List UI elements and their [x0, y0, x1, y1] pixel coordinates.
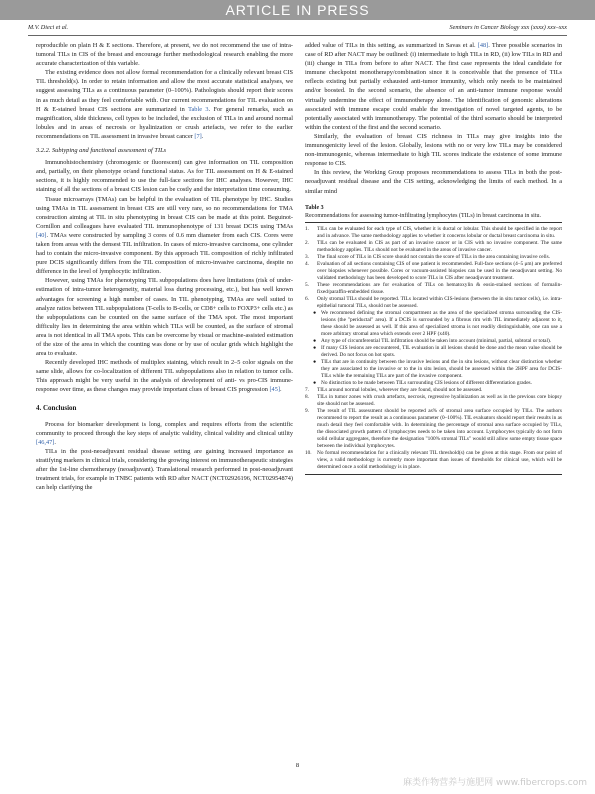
- row-text: The result of TIL assessment should be reported as% of stromal area surface occupied by TILs. The authors recommend to report the result as a continuous parameter (0–100%). TIL evaluators should report their results in as much detail they feel comfortable with. In determining the percentage of stromal area surface occupied by TILs, the dissociated growth pattern of lymphocytes needs to be taken into account. Lymphocytes typically do not form solid cellular aggregates, therefore the designation "100% stromal TILs" would still allow some empty tissue space between the individual lymphocytes.: [317, 407, 562, 449]
- table-body: [305, 226, 562, 471]
- row-number: 1.: [305, 225, 309, 232]
- paragraph: Tissue microarrays (TMAs) can be helpful in the evaluation of TIL phenotype by IHC. Studies using TMAs in TIL assessment in breast CIS are still very rare, so no recommendations for TMA construction aiming at TIL in situ phenotyping in breast CIS can be made at this point. Beguinot-Cornillon and colleagues have evaluated TIL immunophenotype of 131 breast DCIS using TMAs [40]. TMAs were constructed by sampling 3 cores of 0.6 mm diameter from each CIS. Cores were taken from areas with the densest TIL infiltration. In cases of micro-invasive carcinoma, one cylinder had to contain the micro-invasive component. By this approach TIL composition of richly infiltrated pure DCIS significantly differs from the TIL composition of micro-invasive carcinoma, despite no difference in the level of lymphocytic infiltration.: [36, 195, 293, 276]
- table-row: [305, 387, 562, 394]
- table-row: [305, 254, 562, 261]
- paragraph: reproducible on plain H & E sections. Therefore, at present, we do not recommend the use of intra-tumoral TILs in CIS of the breast and encourage further methodological research enabling the more accurate characterization of this variable.: [36, 42, 293, 68]
- row-number: ●: [313, 358, 317, 365]
- table-row: [305, 345, 562, 359]
- table-row: [305, 296, 562, 310]
- section-heading: 3.2.2. Subtyping and functional assessment of TILs: [36, 147, 167, 155]
- paragraph: However, using TMAs for phenotyping TIL subpopulations does have limitations (risk of under-estimation of intra-tumor heterogeneity, material loss during processing, etc.), but has well known advantages for screening a high number of cases. In TIL phenotyping, TMAs are well suited to analyze ratios between TIL subpopulations (T-cells to B-cells, or CD8+ cells to FOXP3+ cells etc.) as the subpopulations can be counted on the same surface of the TMA spot. The most important difficulty lies in determining the area within which TILs will be counted, as the surface of stromal area is not identical in all TMA spots. This can be overcome by visual or machine-assisted estimation of the size of the area in which the counting was done or by use of ocular grids which highlight the area to evaluate.: [36, 277, 293, 358]
- citation-link[interactable]: [7]: [194, 132, 202, 140]
- row-number: 8.: [305, 393, 309, 400]
- left-column: [36, 41, 293, 492]
- table-row: [305, 282, 562, 296]
- table-row: [305, 408, 562, 450]
- row-number: ●: [313, 344, 317, 351]
- row-number: ●: [313, 309, 317, 316]
- paragraph: Recently developed IHC methods of multiplex staining, which result in 2–5 color signals on the same slide, allows for co-localization of different TIL subpopulations also in relation to tumor cells. This approach might be very useful in the analysis of development of anti- vs pro-CIS immune-response over time, as these changes may provide important clues of breast CIS progression [45].: [36, 359, 293, 394]
- row-text: Any type of circumferential TIL infiltration should be taken into account (minimal, partial, subtotal or total).: [321, 337, 552, 344]
- table-top-rule: [305, 222, 562, 223]
- table-row: [305, 380, 562, 387]
- page-number: 8: [295, 762, 300, 769]
- row-text: No distinction to be made between TILs surrounding CIS lesions of different differentiation grades.: [321, 379, 532, 386]
- row-text: If many CIS lesions are encountered, TIL evaluation in all lesions should be done and the mean value should be derived. Do not focus on hot spots.: [321, 344, 562, 358]
- table-row: [305, 394, 562, 408]
- right-column: [305, 41, 562, 475]
- paragraph: In this review, the Working Group proposes recommendations to assess TILs in both the post-neoadjuvant residual disease and the CIS setting, acknowledging the limits of each method. In a similar mind: [305, 169, 562, 195]
- row-number: 4.: [305, 260, 309, 267]
- row-text: We recommend defining the stromal compartment as the area of the specialized stroma surrounding the CIS-lesions (the "periductal" area). If a DCIS is surrounded by a fibrous rim with TIL immediately adjacent to it, these should be assessed as well. If this area of specialized stroma is not readily distinguishable, one can use a more arbitrary stromal area which extends over 2 HPF (x40).: [321, 309, 562, 337]
- paragraph: Similarly, the evaluation of breast CIS richness in TILs may give insights into the immunogenicity level of the lesion. Globally, lesions with no or very low TILs may be considered non-immunogenic, whereas intermediate to high TIL scores indicate the existence of some immune response to CIS.: [305, 132, 562, 168]
- row-text: These recommendations are for evaluation of TILs on hematoxylin & eosin-stained sections of formalin-fixed/paraffin-embedded tissue.: [317, 281, 562, 295]
- row-text: TILs can be evaluated for each type of CIS, whether it is ductal or lobular. This should be specified in the report and in advance. The same methodology applies to whether it concerns lobular or ductal breast carcinoma in situ.: [317, 225, 562, 239]
- citation-link[interactable]: [40]: [36, 231, 47, 239]
- paragraph: TILs in the post-neoadjuvant residual disease setting are gaining increased importance as stratifying markers in clinical trials, considering the growing interest on immunotherapeutic strategies after the 1st-line chemotherapy (neoadjuvant). Translational research performed in post-neoadjuvant treatment trials, for example in TNBC patients with RD after NACT (NCT02926196, NCT02954874) can help clarifying the: [36, 447, 293, 492]
- row-text: The final score of TILs in CIS score should not contain the score of TILs in the area containing invasive cells.: [317, 253, 550, 260]
- header-authors: M.V. Dieci et al.: [28, 24, 69, 31]
- row-number: 9.: [305, 407, 309, 414]
- row-number: 7.: [305, 386, 309, 393]
- article-in-press-banner: ARTICLE IN PRESS: [0, 0, 595, 20]
- row-number: ●: [313, 337, 317, 344]
- table-row: [305, 261, 562, 282]
- site-watermark: 麻类作物营养与施肥网 www.fibercrops.com: [403, 778, 587, 788]
- row-number: 10.: [305, 449, 312, 456]
- citation-link[interactable]: [45]: [269, 386, 280, 394]
- row-text: Only stromal TILs should be reported. TILs located within CIS-lesions (between the in situ tumor cells), i.e. intra-epithelial tumoral TILs, should not be assessed.: [317, 295, 562, 309]
- table-row: [305, 310, 562, 338]
- table-row: [305, 359, 562, 380]
- row-number: 6.: [305, 295, 309, 302]
- paragraph: Immunohistochemistry (chromogenic or fluorescent) can give information on TIL composition and, partially, on their phenotype or/and functional status. As for TIL assessment on H & E-stained sections, it is highly recommended to use the full-face sections for IHC analyses. However, IHC staining of all the sections of a breast CIS lesion can be costly and the interpretation time consuming.: [36, 159, 293, 194]
- citation-link[interactable]: [48]: [477, 42, 489, 49]
- table-caption: [305, 204, 562, 220]
- header-rule: [28, 35, 567, 36]
- row-text: Evaluation of all sections containing CIS of one patient is recommended. Full-face sections (4–5 μm) are preferred over biopsies whenever possible. Cores or vacuum-assisted biopsies can be used in the neoadjuvant setting. No validated methodology has been developed to score TILs in CIS after neoadjuvant treatment.: [317, 260, 562, 281]
- table-row: [305, 226, 562, 240]
- table-caption-text: Recommendations for assessing tumor-infiltrating lymphocytes (TILs) in breast carcinoma in situ.: [305, 212, 541, 219]
- table-link[interactable]: Table 3: [188, 105, 209, 113]
- table-label: Table 3: [305, 204, 324, 211]
- paragraph: The existing evidence does not allow formal recommendation for a clinically relevant breast CIS TIL threshold(s). In order to retain information and allow the most accurate statistical analyses, we suggest assessing TILs as a continuous parameter (0–100%). Pathologists should report their scores in as much detail as they feel comfortable with. Our current recommendations for TIL evaluation on H & E-stained breast CIS sections are summarized in Table 3. For general remarks, such as magnification, slide thickness, cell types to be included, the exclusion of TILs in and around normal lobules and in areas of necrosis or hyalinization or crush artefacts, we refer to the earlier recommendations on TIL assessment in invasive breast cancer [7].: [36, 69, 293, 140]
- table-row: [305, 450, 562, 471]
- row-text: No formal recommendation for a clinically relevant TIL threshold(s) can be given at this stage. From our point of view, a valid methodology is currently more important than issues of thresholds for clinical use, which will be determined once a solid methodology is in place.: [317, 449, 562, 470]
- row-number: 5.: [305, 281, 309, 288]
- row-text: TILs in tumor zones with crush artefacts, necrosis, regressive hyalinization as well as in the previous core biopsy site should not be assessed.: [317, 393, 562, 407]
- row-text: TILs can be evaluated in CIS as part of an invasive cancer or in CIS with no invasive component. The same methodology applies. TILs should not be evaluated in the areas of invasive cancer.: [317, 239, 562, 253]
- row-number: 3.: [305, 253, 309, 260]
- paragraph: Process for biomarker development is long, complex and requires efforts from the scientific community to proceed through the key steps of analytic validity, clinical validity and clinical utility [46,47].: [36, 420, 293, 446]
- header-journal: Seminars in Cancer Biology xxx (xxxx) xxx–xxx: [449, 24, 567, 31]
- row-text: TILs that are in continuity between the invasive lesions and the in situ lesions, without clear distinction whether they are associated to the invasive or to the in situ lesion, should be assessed within the 2HPF area for DCIS-TILs while the remaining TILs are part of the invasive component.: [321, 358, 562, 379]
- section-heading: 4. Conclusion: [36, 403, 77, 412]
- table-row: [305, 338, 562, 345]
- citation-link[interactable]: [46,47]: [36, 438, 55, 446]
- paragraph: added value of TILs in this setting, as summarized in Savas et al. [48]. Three possible scenarios in case of RD after NACT may be outlined: (i) intermediate to high TILs in RD, (ii) low TILs in RD and (iii) change in TILs from before to after NACT. The first case represents the ideal candidate for immune checkpoint monotherapy/combination since it is conceivable that the presence of TILs reflects existing but partially exhausted anti-tumor immunity, which only needs to be maintained and/or boosted. In the second scenario, the absence of an anti-tumor immune response would virtually undermine the effect of immunotherapy alone. The identification of genomic alterations associated with immune escape could enable the investigation of novel targeted agents, to be potentially associated with immunotherapy. The potential of the third scenario should be interpreted within the context of the first and the second scenario.: [305, 42, 563, 131]
- table-row: [305, 240, 562, 254]
- row-number: 2.: [305, 239, 309, 246]
- row-text: TILs around normal lobules, wherever they are found, should not be assessed.: [317, 386, 483, 393]
- table-bottom-rule: [305, 474, 562, 475]
- row-number: ●: [313, 379, 317, 386]
